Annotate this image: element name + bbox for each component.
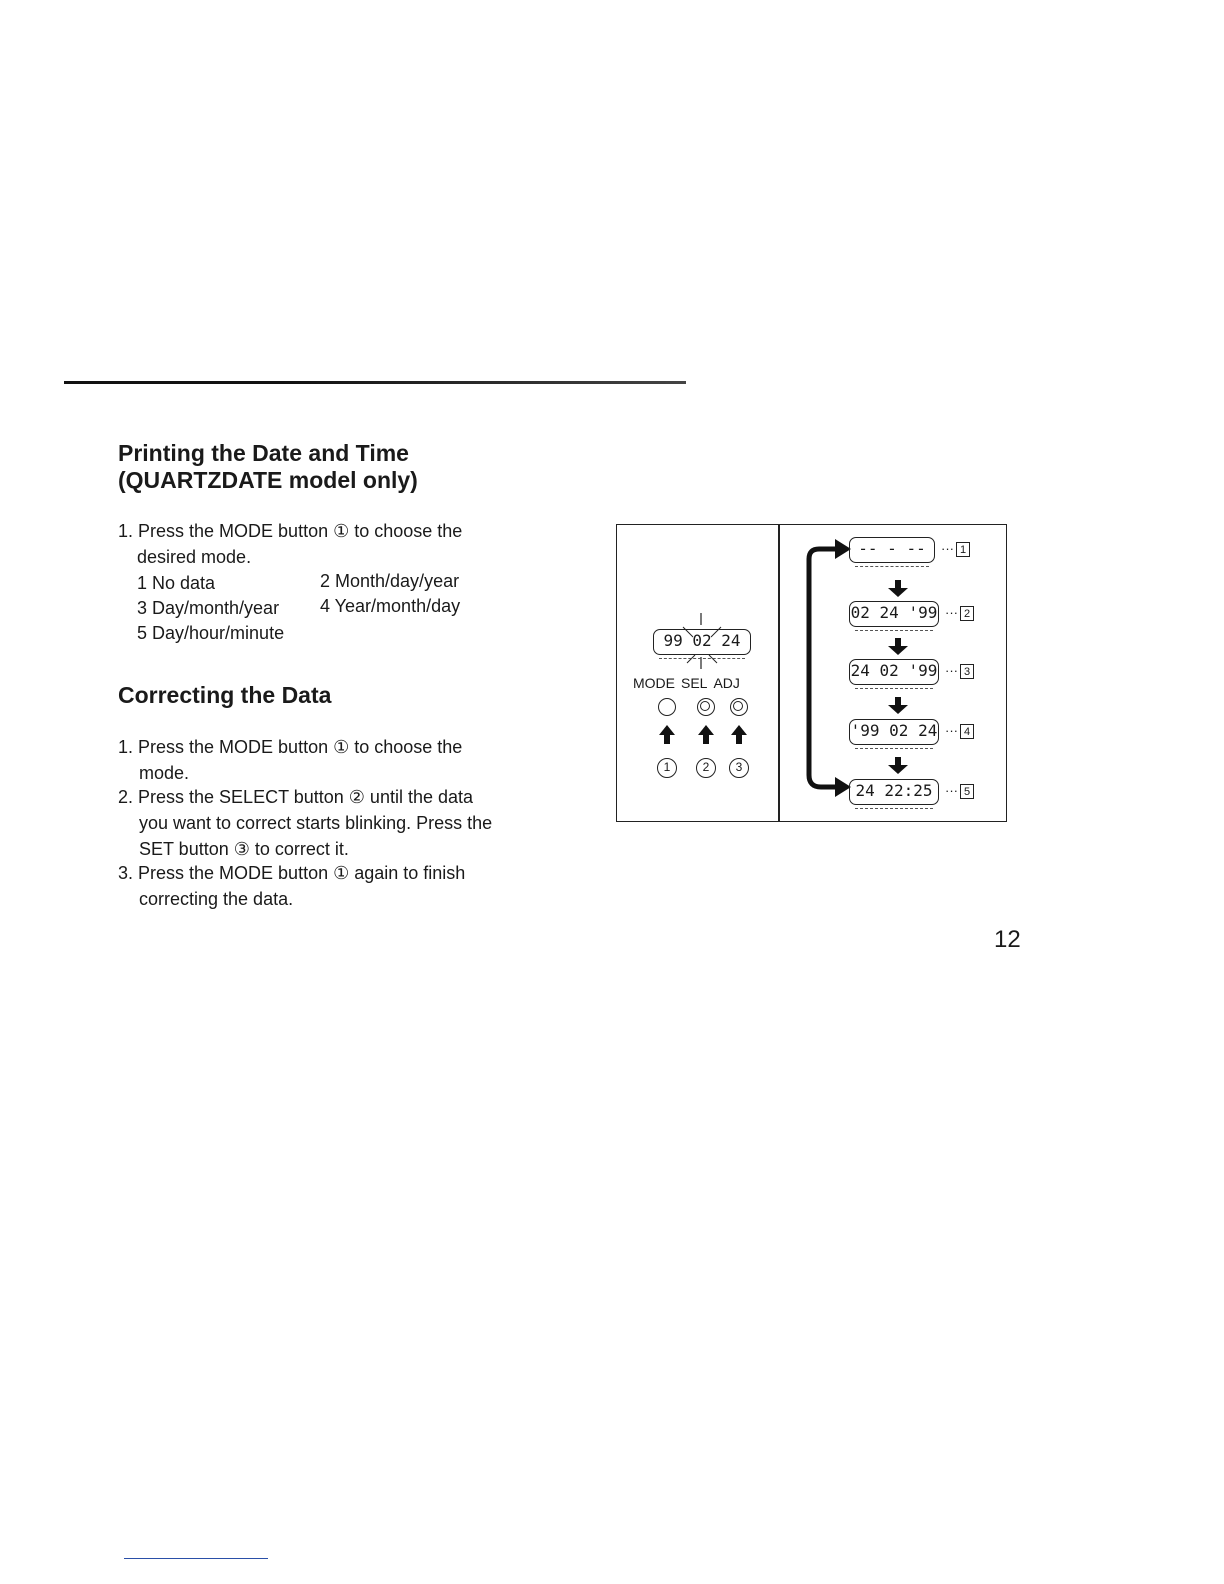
adj-label: ADJ xyxy=(713,675,740,691)
mode-option-4: 4 Year/month/day xyxy=(320,596,461,616)
mode-index-1: ··· 1 xyxy=(941,541,970,557)
lcd-display-mode-5: 24 22:25 xyxy=(849,779,939,805)
up-arrow-icon xyxy=(659,725,675,735)
lcd-display-mode-2: 02 24 '99 xyxy=(849,601,939,627)
correct-step-1-line-1: 1. Press the MODE button ① to choose the xyxy=(118,737,463,757)
mode-button[interactable] xyxy=(658,698,676,716)
correct-step-2-line-2: you want to correct starts blinking. Press the xyxy=(139,813,493,833)
correct-step-2-line-3: SET button ③ to correct it. xyxy=(139,839,349,859)
section-heading-correcting: Correcting the Data xyxy=(118,682,332,708)
down-arrow-icon xyxy=(888,705,908,714)
mode-index-box: 5 xyxy=(960,784,974,799)
mode-index-box: 4 xyxy=(960,724,974,739)
mode-option-3: 3 Day/month/year xyxy=(137,598,280,618)
correct-step-3-line-1: 3. Press the MODE button ① again to finish xyxy=(118,863,466,883)
sel-label: SEL xyxy=(681,675,708,691)
button-labels xyxy=(633,675,759,691)
lcd-display-mode-4: '99 02 24 xyxy=(849,719,939,745)
mode-index-4: ··· 4 xyxy=(945,723,974,739)
correct-step-3-line-2: correcting the data. xyxy=(139,889,294,909)
heading-line-1: Printing the Date and Time xyxy=(118,440,409,466)
print-step-1-line-1: 1. Press the MODE button ① to choose the xyxy=(118,521,463,541)
mode-option-2: 2 Month/day/year xyxy=(320,571,460,591)
mode-index-box: 3 xyxy=(960,664,974,679)
print-step-1-line-2: desired mode. xyxy=(137,547,252,567)
lcd-display-mode-3: 24 02 '99 xyxy=(849,659,939,685)
section-heading-printing xyxy=(118,440,418,494)
page-number: 12 xyxy=(994,926,1021,953)
mode-option-1: 1 No data xyxy=(137,573,216,593)
top-rule xyxy=(64,381,686,384)
mode-index-5: ··· 5 xyxy=(945,783,974,799)
loop-arrow-icon xyxy=(795,531,855,801)
mode-index-box: 1 xyxy=(956,542,970,557)
up-arrow-icon xyxy=(731,725,747,735)
date-mode-diagram xyxy=(616,524,1007,822)
mode-index-box: 2 xyxy=(960,606,974,621)
down-arrow-icon xyxy=(888,765,908,774)
lcd-display-main: 99 02 24 xyxy=(653,629,751,655)
mode-option-5: 5 Day/hour/minute xyxy=(137,623,285,643)
correct-step-1-line-2: mode. xyxy=(139,763,190,783)
mode-label: MODE xyxy=(633,675,675,691)
mode-index-2: ··· 2 xyxy=(945,605,974,621)
mode-index-3: ··· 3 xyxy=(945,663,974,679)
diagram-divider xyxy=(778,525,780,821)
callout-number-3: 3 xyxy=(729,758,749,778)
heading-line-2: (QUARTZDATE model only) xyxy=(118,467,418,493)
callout-number-1: 1 xyxy=(657,758,677,778)
bottom-rule xyxy=(124,1558,268,1559)
lcd-display-mode-1: -- - -- xyxy=(849,537,935,563)
up-arrow-icon xyxy=(698,725,714,735)
callout-number-2: 2 xyxy=(696,758,716,778)
down-arrow-icon xyxy=(888,646,908,655)
adj-button[interactable] xyxy=(730,698,748,716)
select-button[interactable] xyxy=(697,698,715,716)
correct-step-2-line-1: 2. Press the SELECT button ② until the data xyxy=(118,787,474,807)
down-arrow-icon xyxy=(888,588,908,597)
